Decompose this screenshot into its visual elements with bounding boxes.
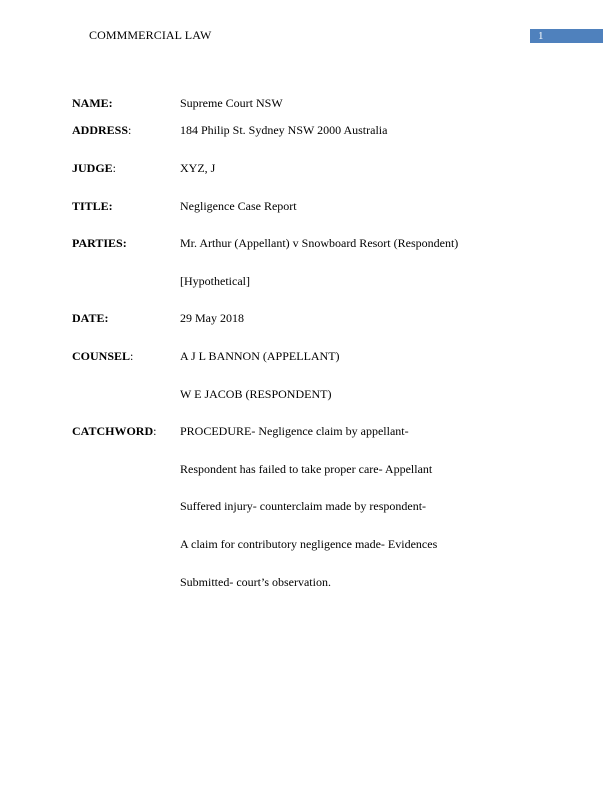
field-value: Submitted- court’s observation.	[180, 575, 331, 589]
field-value: Negligence Case Report	[180, 199, 297, 213]
field-value: [Hypothetical]	[180, 274, 250, 288]
field-value: Respondent has failed to take proper care- Appellant	[180, 462, 433, 476]
field-value: 29 May 2018	[180, 311, 244, 325]
field-value: XYZ, J	[180, 161, 216, 175]
field-label: COUNSEL:	[72, 349, 134, 363]
header-title: COMMMERCIAL LAW	[89, 28, 212, 42]
field-label: PARTIES:	[72, 236, 127, 250]
field-label: DATE:	[72, 311, 109, 325]
field-label: ADDRESS:	[72, 123, 132, 137]
field-value: A claim for contributory negligence made- Evidences	[180, 537, 438, 551]
field-value: W E JACOB (RESPONDENT)	[180, 387, 332, 401]
field-label: CATCHWORD:	[72, 424, 157, 438]
field-value: Mr. Arthur (Appellant) v Snowboard Resort (Respondent)	[180, 236, 459, 250]
field-value: Suffered injury- counterclaim made by respondent-	[180, 499, 427, 513]
field-value: PROCEDURE- Negligence claim by appellant-	[180, 424, 409, 438]
field-label: TITLE:	[72, 199, 113, 213]
field-label: JUDGE:	[72, 161, 117, 175]
field-value: Supreme Court NSW	[180, 96, 283, 110]
field-value: 184 Philip St. Sydney NSW 2000 Australia	[180, 123, 388, 137]
field-label: NAME:	[72, 96, 113, 110]
page-number-badge: 1	[530, 29, 603, 43]
field-value: A J L BANNON (APPELLANT)	[180, 349, 340, 363]
